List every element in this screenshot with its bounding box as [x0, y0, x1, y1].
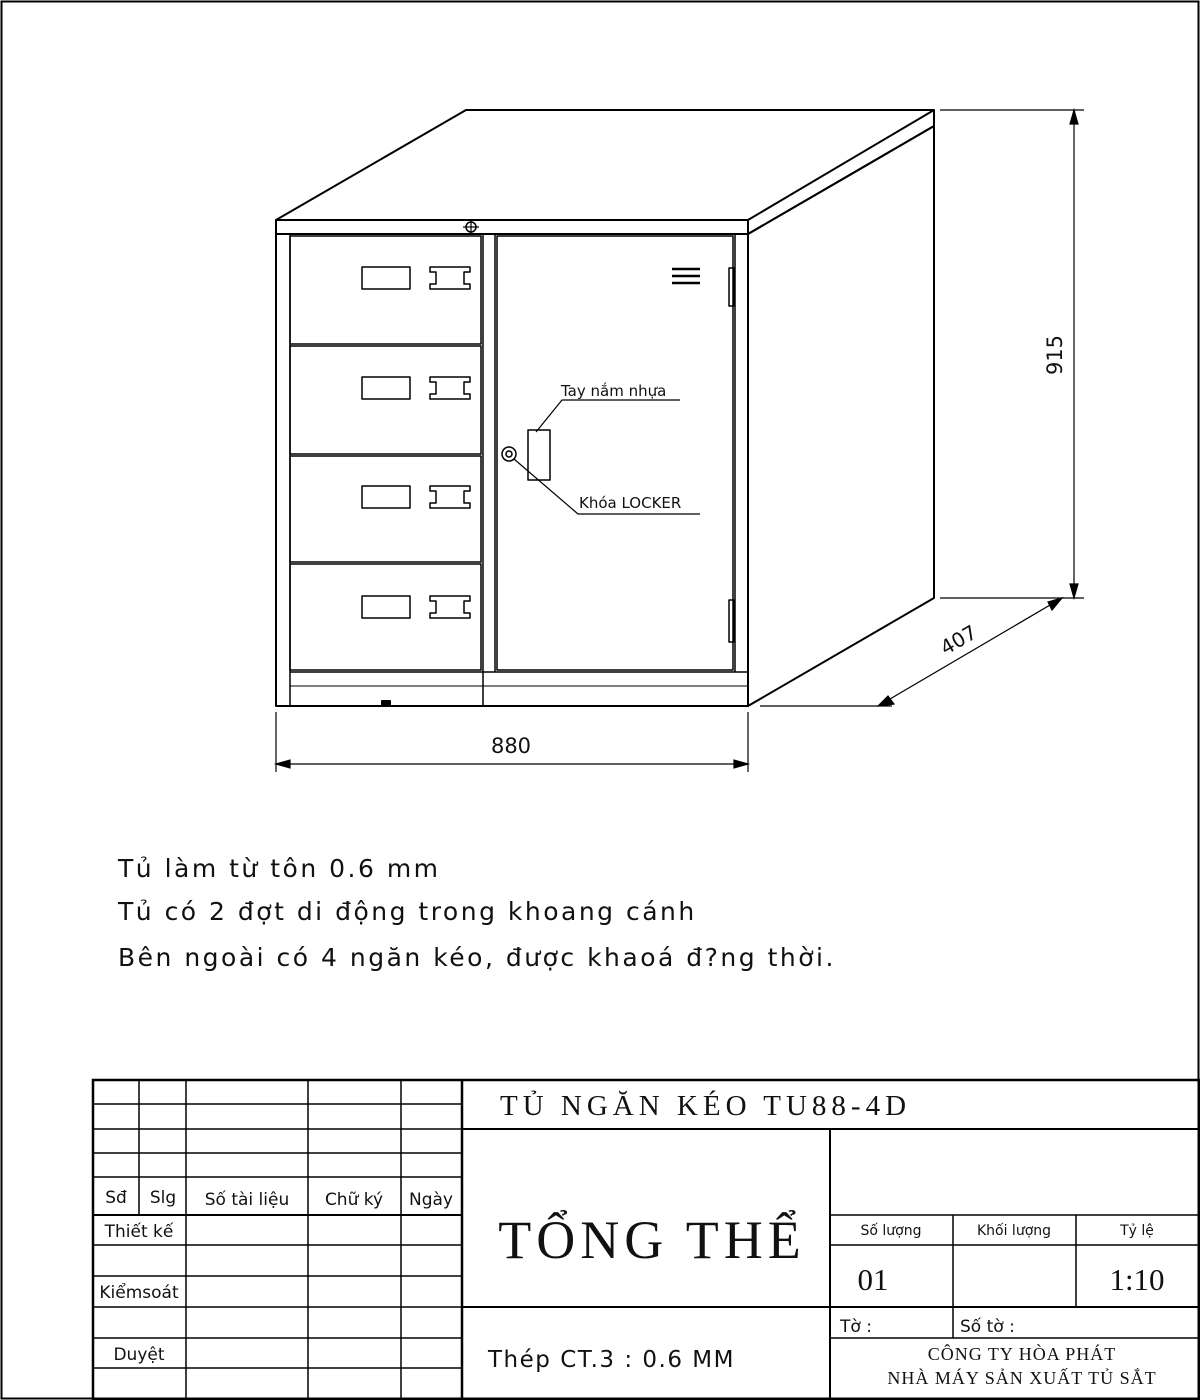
role-check: Kiểmsoát	[99, 1283, 179, 1303]
label-holder	[362, 596, 410, 618]
view-title: TỔNG THỂ	[498, 1210, 806, 1270]
dimension-height-label: 915	[1043, 334, 1067, 376]
label-holder	[362, 267, 410, 289]
cabinet-right-side	[748, 126, 934, 706]
cabinet-drawing	[276, 110, 934, 706]
role-approve: Duyệt	[113, 1345, 165, 1365]
door-lock-icon	[502, 447, 516, 461]
scale-label: Tỷ lệ	[1120, 1223, 1154, 1239]
hinge-icon	[729, 268, 734, 306]
callout-handle-label: Tay nắm nhựa	[561, 382, 667, 400]
cabinet-door	[497, 236, 734, 670]
rev-header-qty: Slg	[149, 1188, 177, 1208]
dimension-depth-label: 407	[935, 619, 982, 660]
product-title: TỦ NGĂN KÉO TU88-4D	[500, 1090, 912, 1122]
drawer-4	[290, 564, 481, 670]
note-line-1: Tủ làm từ tôn 0.6 mm	[118, 854, 441, 883]
company-name: CÔNG TY HÒA PHÁT	[927, 1344, 1117, 1364]
drawer-handle-icon	[430, 377, 470, 399]
sheet-label: Tờ :	[840, 1317, 872, 1337]
label-holder	[362, 486, 410, 508]
sheet-border	[2, 2, 1199, 1399]
note-line-3: Bên ngoài có 4 ngăn kéo, được khaoá đ?ng thời.	[118, 943, 836, 972]
role-design: Thiết kế	[104, 1222, 174, 1242]
drawer-1	[290, 236, 481, 344]
drawer-2	[290, 346, 481, 454]
door-handle	[528, 430, 550, 480]
material-spec: Thép CT.3 : 0.6 MM	[488, 1347, 735, 1373]
cabinet-top	[276, 110, 934, 220]
dimension-width-label: 880	[490, 734, 532, 758]
plinth-slot	[382, 701, 390, 705]
drawer-handle-icon	[430, 486, 470, 508]
hinge-icon	[729, 600, 734, 642]
drawer-handle-icon	[430, 596, 470, 618]
cabinet-front-frame	[276, 234, 748, 706]
cabinet-top-front-edge	[276, 220, 748, 234]
scale-value: 1:10	[1109, 1262, 1165, 1297]
sheets-label: Số tờ :	[960, 1317, 1015, 1337]
rev-header-no: Sđ	[105, 1188, 127, 1208]
quantity-label: Số lượng	[860, 1223, 922, 1239]
factory-name: NHÀ MÁY SẢN XUẤT TỦ SẮT	[887, 1368, 1157, 1388]
rev-header-doc: Số tài liệu	[204, 1190, 290, 1210]
quantity-value: 01	[857, 1262, 889, 1297]
cabinet-top-side-edge	[748, 110, 934, 234]
callout-lock-label: Khóa LOCKER	[579, 494, 682, 512]
handle-leader	[536, 400, 680, 432]
weight-label: Khối lượng	[976, 1223, 1052, 1239]
rev-header-date: Ngày	[409, 1190, 453, 1210]
rev-header-sign: Chữ ký	[324, 1190, 384, 1210]
drawer-handle-icon	[430, 267, 470, 289]
note-line-2: Tủ có 2 đợt di động trong khoang cánh	[118, 897, 697, 926]
label-holder	[362, 377, 410, 399]
drawer-3	[290, 456, 481, 562]
